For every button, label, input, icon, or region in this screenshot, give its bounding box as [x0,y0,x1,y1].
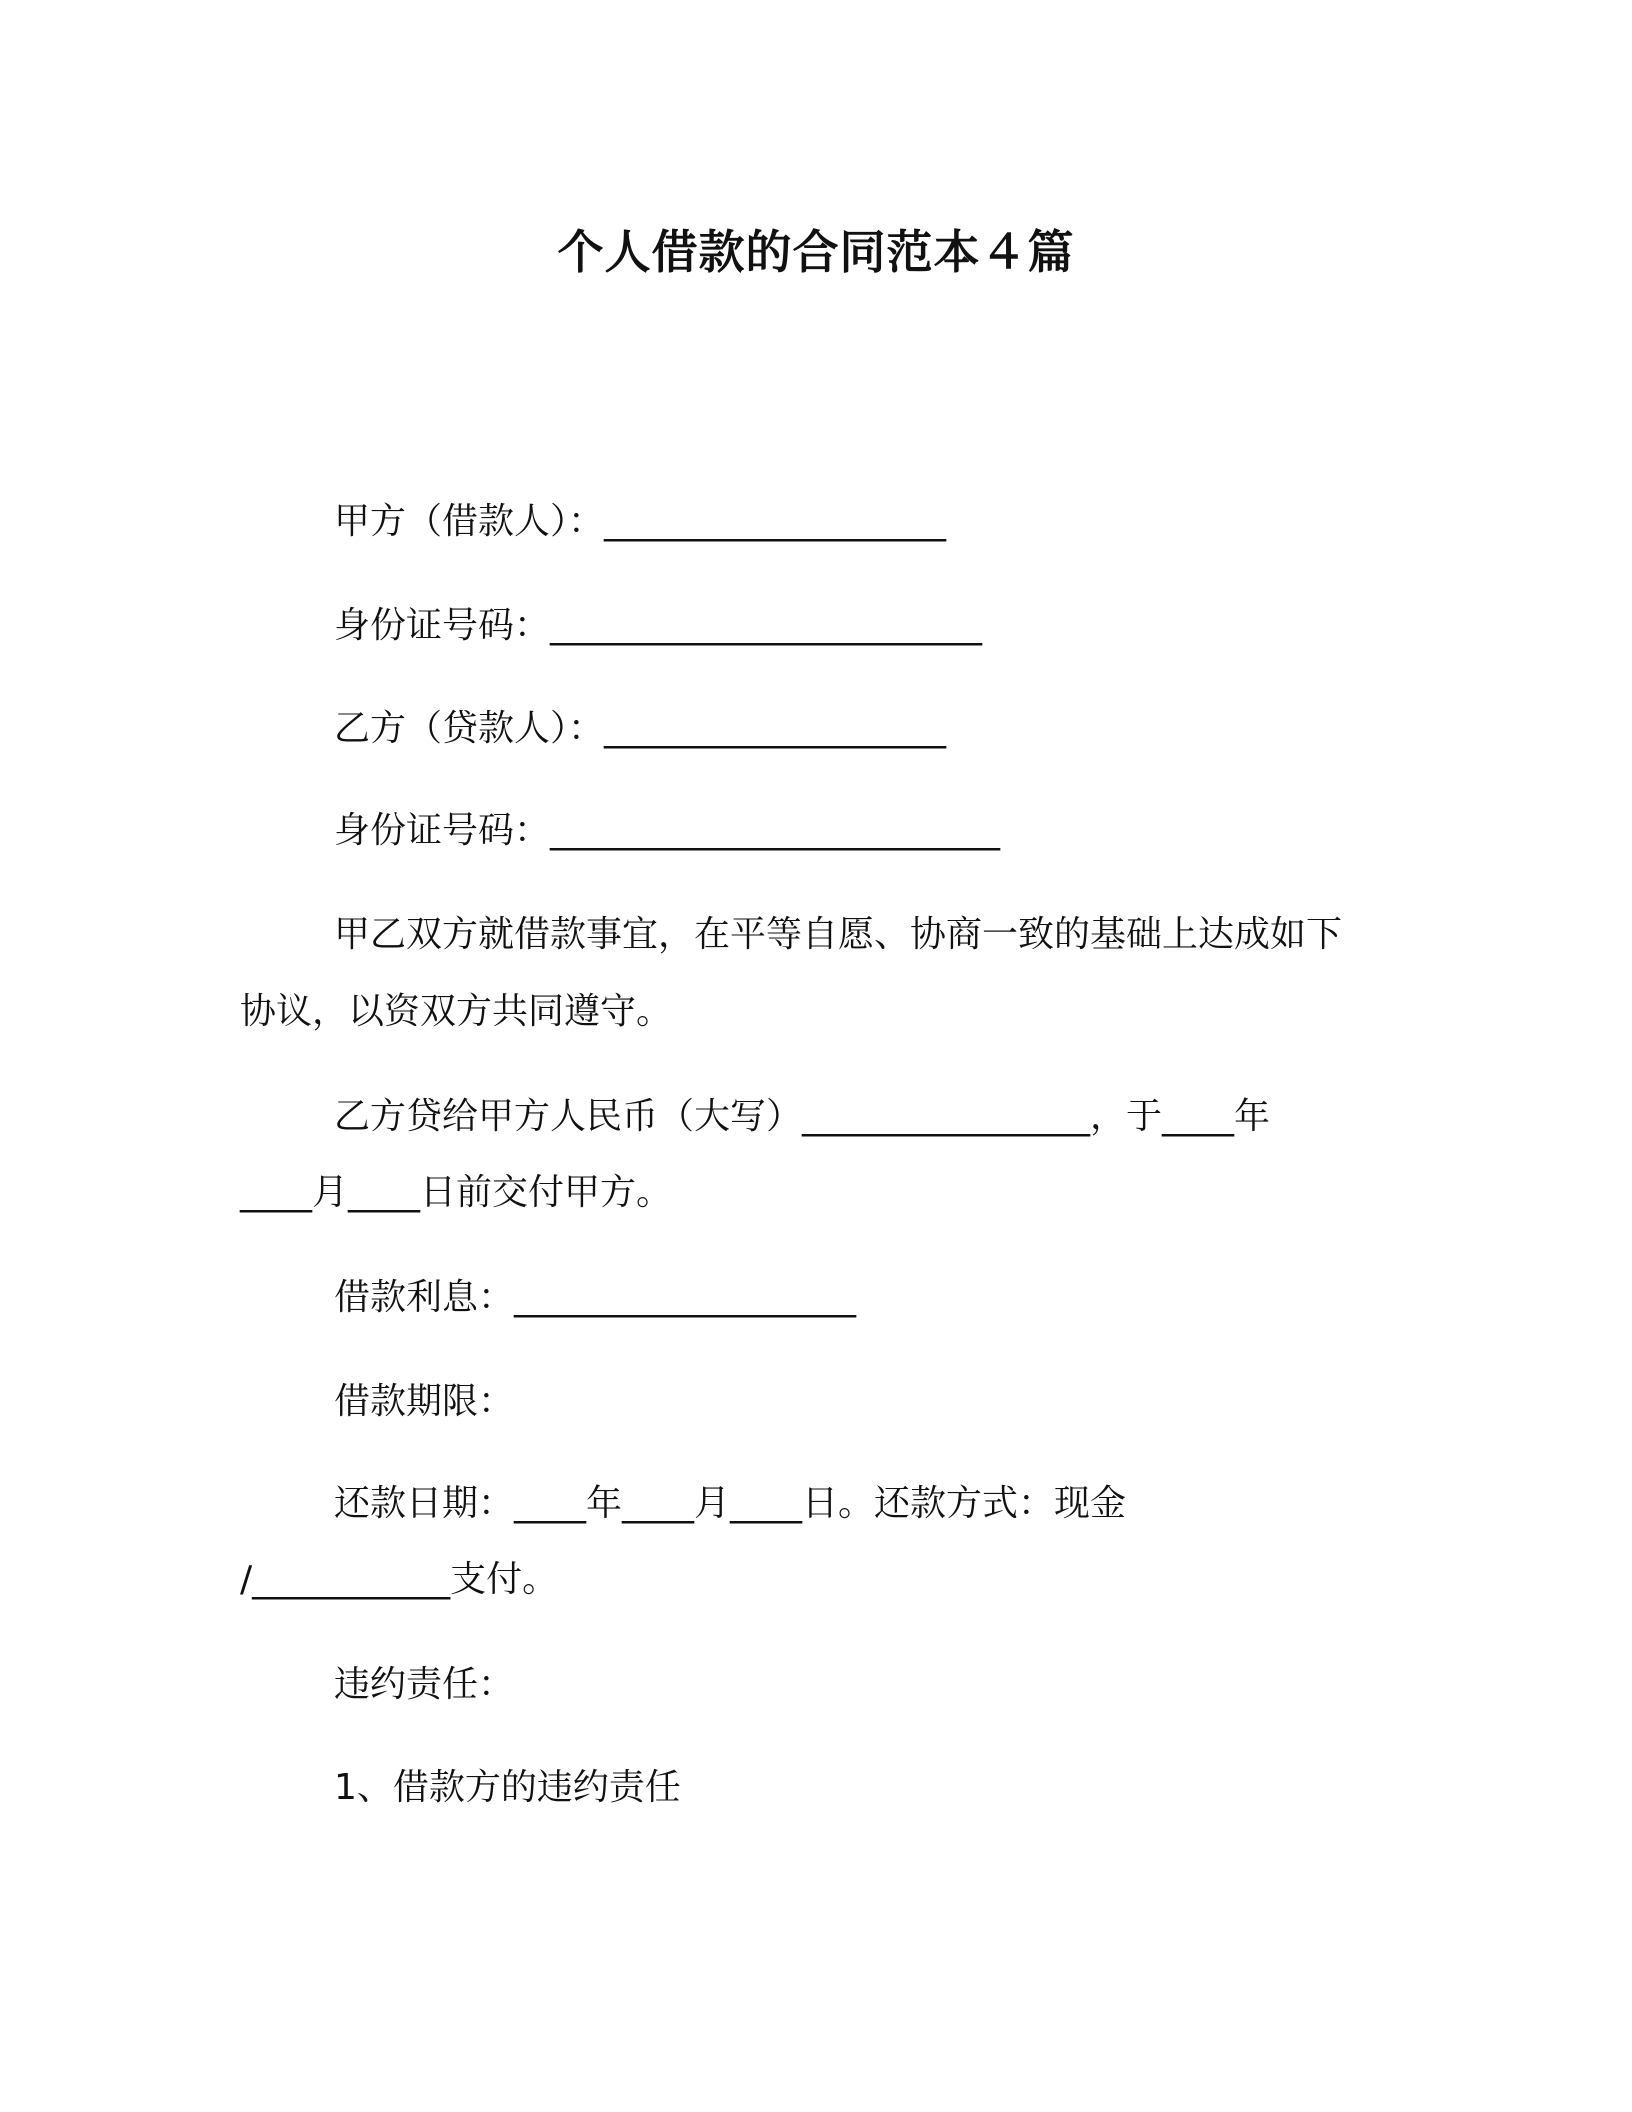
party-a-id-line: 身份证号码：________________________ [334,605,983,646]
breach-item-1: 1、借款方的违约责任 [334,1767,681,1808]
party-b-lender-line: 乙方（贷款人）：___________________ [334,708,947,749]
repayment-line-2: /___________支付。 [240,1559,559,1600]
loan-amount-line-1: 乙方贷给甲方人民币（大写）________________，于____年 [334,1096,1271,1137]
agreement-paragraph-line-1: 甲乙双方就借款事宜，在平等自愿、协商一致的基础上达成如下 [334,914,1343,955]
breach-liability-heading: 违约责任： [334,1664,515,1705]
document-title: 个人借款的合同范本４篇 [557,225,1075,279]
loan-interest-line: 借款利息：___________________ [334,1277,857,1318]
loan-amount-line-2: ____月____日前交付甲方。 [240,1172,673,1213]
party-b-id-line: 身份证号码：_________________________ [334,810,1001,851]
loan-term-line: 借款期限： [334,1381,515,1422]
repayment-line-1: 还款日期：____年____月____日。还款方式：现金 [334,1483,1127,1524]
agreement-paragraph-line-2: 协议，以资双方共同遵守。 [240,991,673,1032]
party-a-borrower-line: 甲方（借款人）：___________________ [334,501,947,542]
